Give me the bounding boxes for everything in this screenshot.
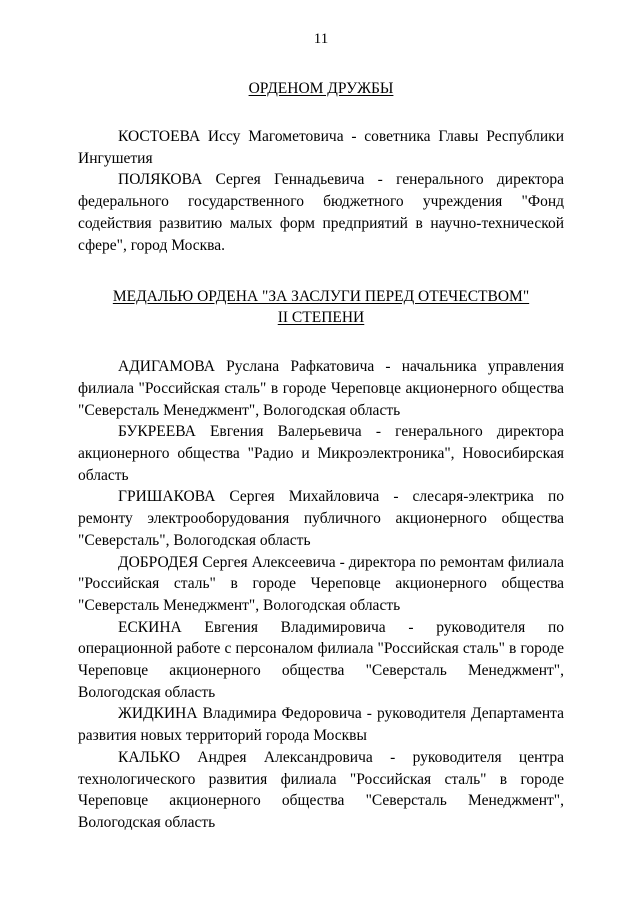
section-medal-order-merit (78, 286, 564, 833)
award-entry: ЖИДКИНА Владимира Федоровича - руководителя Департамента развития новых территорий города Москвы (78, 705, 564, 745)
award-entry: КАЛЬКО Андрея Александровича - руководителя центра технологического развития филиала "Российская сталь" в городе Череповце акционерного общества "Северсталь Менеджмент", Вологодская область (78, 748, 564, 831)
section-heading-line: МЕДАЛЬЮ ОРДЕНА "ЗА ЗАСЛУГИ ПЕРЕД ОТЕЧЕСТВОМ" (112, 288, 530, 306)
section-heading-line: II СТЕПЕНИ (277, 309, 365, 327)
award-entry: ЕСКИНА Евгения Владимировича - руководителя по операционной работе с персоналом филиала "Российская сталь" в городе Череповце акционерного общества "Северсталь Менеджмент", Вологодская область (78, 618, 564, 701)
award-entry: ПОЛЯКОВА Сергея Геннадьевича - генерального директора федерального государственного бюджетного учреждения "Фонд содействия развитию малых форм предприятий в научно-технической сфере", город Москва. (78, 171, 564, 254)
award-entry: ГРИШАКОВА Сергея Михайловича - слесаря-электрика по ремонту электрооборудования публичного акционерного общества "Северсталь", Вологодская область (78, 488, 564, 549)
page-number: 11 (313, 31, 329, 47)
section-heading (78, 286, 564, 328)
award-entry: ДОБРОДЕЯ Сергея Алексеевича - директора по ремонтам филиала "Российская сталь" в городе Череповце акционерного общества "Северсталь Менеджмент", Вологодская область (78, 553, 564, 614)
award-entry: БУКРЕЕВА Евгения Валерьевича - генерального директора акционерного общества "Радио и Микроэлектроника", Новосибирская область (78, 423, 564, 484)
document-page (78, 30, 564, 864)
award-entry: КОСТОЕВА Иссу Магометовича - советника Главы Республики Ингушетия (78, 128, 564, 167)
award-entry: АДИГАМОВА Руслана Рафкатовича - начальника управления филиала "Российская сталь" в городе Череповце акционерного общества "Северсталь Менеджмент", Вологодская область (78, 358, 564, 419)
section-heading (78, 78, 564, 99)
section-order-of-friendship (78, 78, 564, 256)
section-heading-line: ОРДЕНОМ ДРУЖБЫ (248, 80, 394, 97)
